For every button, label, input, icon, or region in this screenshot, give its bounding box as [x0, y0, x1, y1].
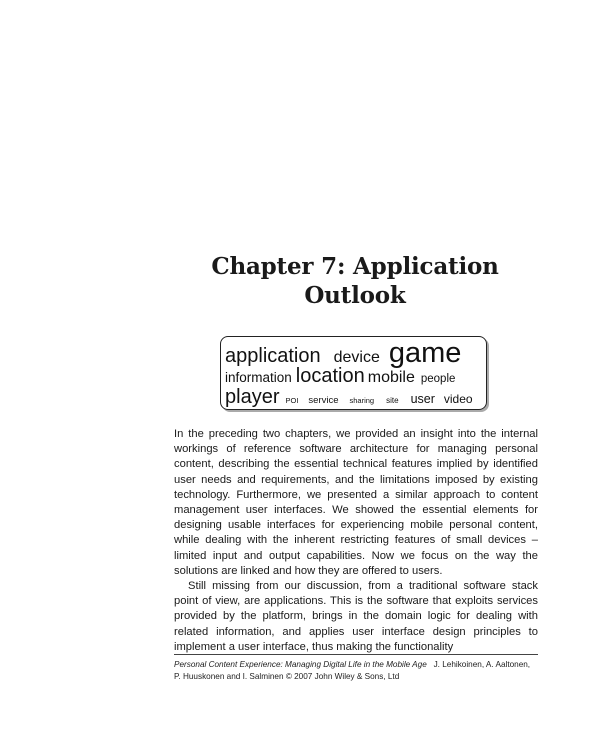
- chapter-title: [160, 252, 550, 310]
- tag-player: player: [225, 386, 280, 408]
- paragraph: Still missing from our discussion, from a traditional software stack point of view, are applications. This is the software that exploits services provided by the platform, brings in the domain logic for dealing with related information, and applies user interface design principles to implement a user interface, thus making the functionality: [174, 580, 538, 653]
- tag-game: game: [388, 337, 462, 369]
- tag-cloud-row: [225, 386, 482, 410]
- tag-video: video: [443, 392, 473, 406]
- tag-people: people: [420, 373, 456, 385]
- tag-site: site: [386, 396, 399, 405]
- tag-cloud: [220, 336, 487, 410]
- footnote-authors: J. Lehikoinen, A. Aaltonen, P. Huuskonen and I. Salminen © 2007 John Wiley & Sons, Ltd: [174, 660, 531, 681]
- tag-sharing: sharing: [349, 396, 375, 405]
- tag-mobile: mobile: [367, 369, 415, 386]
- tag-information: information: [225, 370, 292, 385]
- tag-user: user: [410, 392, 435, 406]
- tag-service: service: [308, 395, 339, 406]
- footnote-book-title: Personal Content Experience: Managing Digital Life in the Mobile Age: [174, 660, 427, 669]
- tag-application: application: [225, 345, 321, 367]
- chapter-title-line2: Outlook: [304, 282, 406, 309]
- footnote-divider: [174, 654, 538, 655]
- footnote: [174, 659, 538, 683]
- tag-location: location: [295, 365, 365, 387]
- tag-poi: POI: [285, 396, 299, 405]
- chapter-title-line1: Chapter 7: Application: [211, 253, 499, 280]
- tag-device: device: [333, 349, 380, 366]
- paragraph: In the preceding two chapters, we provided an insight into the internal workings of reference software architecture for managing personal content, describing the essential technical features implied by identified user needs and requirements, and the limitations imposed by existing technology. Furthermore, we presented a similar approach to content management user interfaces. We showed the essential elements for designing usable interfaces for experiencing mobile personal content, while dealing with the inherent restricting features of small devices – limited input and output capabilities. Now we focus on the way the solutions are linked and how they are offered to users.: [174, 428, 538, 577]
- tag-cloud-row: [225, 337, 482, 367]
- body-text: [174, 427, 538, 655]
